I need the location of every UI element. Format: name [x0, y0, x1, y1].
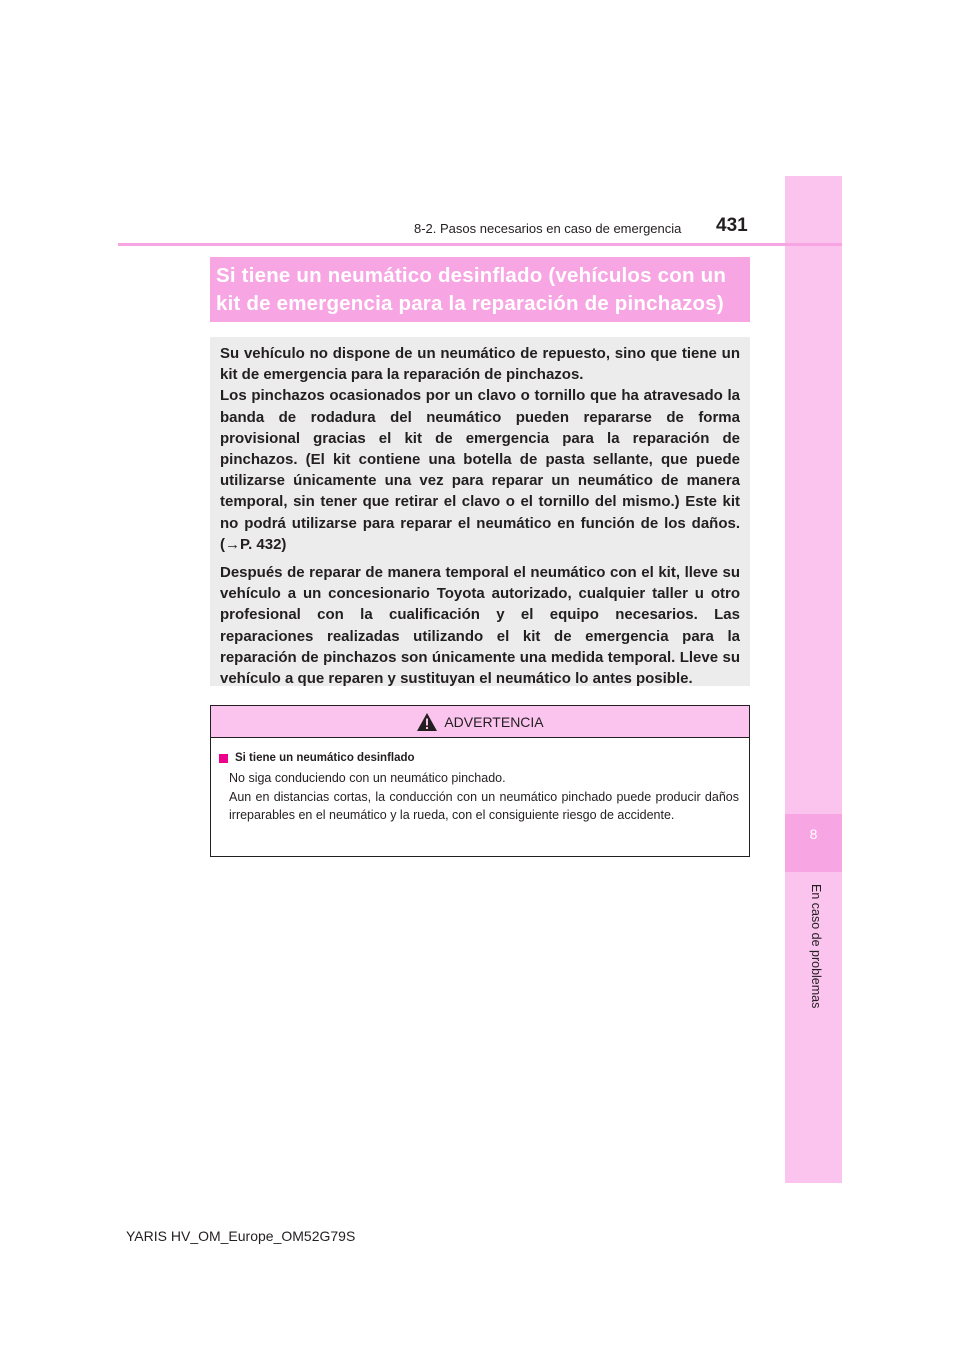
chapter-number: 8: [809, 826, 818, 842]
intro-paragraph-3: Después de reparar de manera temporal el neumático con el kit, lleve su vehículo a un concesionario Toyota autorizado, cualquier taller u otro profesional con la cualificación y el equipo necesarios. Las reparaciones realizadas utilizando el kit de emergencia para la reparación de pinchazos son únicamente una medida temporal. Lleve su vehículo a que reparen y sustituyan el neumático lo antes posible.: [220, 564, 740, 688]
warning-item-title-text: Si tiene un neumático desinflado: [235, 752, 415, 764]
section-title-line2: kit de emergencia para la reparación de pinchazos): [216, 292, 724, 315]
intro-paragraph-1: Su vehículo no dispone de un neumático de repuesto, sino que tiene un kit de emergencia para la reparación de pinchazos.: [220, 345, 740, 384]
warning-item-title: [219, 750, 739, 766]
intro-paragraph-2: Los pinchazos ocasionados por un clavo o tornillo que ha atravesado la banda de rodadura del neumático pueden repararse de forma provisional gracias el kit de emergencia para la reparación de pinchazos. (El kit contiene una botella de pasta sellante, que puede utilizarse únicamente una vez para reparar un neumático de manera temporal, sin tener que retirar el clavo o el tornillo del mismo.) Este kit no podrá utilizarse para reparar el neumático en función de los daños. (→P. 432): [220, 387, 740, 553]
warning-triangle-icon: [416, 712, 438, 732]
warning-body: [211, 738, 749, 825]
page-number: 431: [716, 215, 748, 236]
square-bullet-icon: [219, 754, 228, 763]
section-title-box: [210, 257, 750, 322]
section-title-line1: Si tiene un neumático desinflado (vehículos con un: [216, 264, 727, 287]
warning-text: [229, 769, 739, 825]
warning-title: ADVERTENCIA: [444, 713, 544, 730]
chapter-label: En caso de problemas: [809, 884, 823, 1009]
section-header: 8-2. Pasos necesarios en caso de emergencia: [414, 221, 682, 236]
intro-box: [210, 337, 750, 686]
header-divider: [118, 243, 842, 246]
warning-line-2: Aun en distancias cortas, la conducción con un neumático pinchado puede producir daños irreparables en el neumático y la rueda, con el consiguiente riesgo de accidente.: [229, 789, 739, 823]
footer-doc-id: YARIS HV_OM_Europe_OM52G79S: [126, 1228, 356, 1244]
chapter-number-block: [785, 814, 842, 872]
warning-header: [211, 706, 749, 738]
warning-line-1: No siga conduciendo con un neumático pinchado.: [229, 771, 506, 785]
warning-box: [210, 705, 750, 857]
